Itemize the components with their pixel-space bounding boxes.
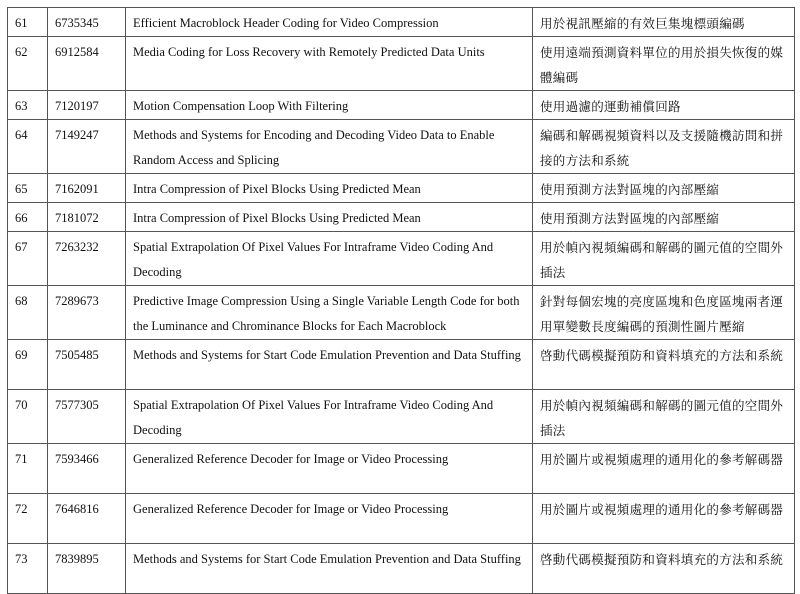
patent-title-chinese: 啓動代碼模擬預防和資料填充的方法和系統 bbox=[533, 340, 795, 390]
patent-title-chinese: 使用遠端預測資料單位的用於損失恢復的媒體編碼 bbox=[533, 37, 795, 91]
patent-title: Intra Compression of Pixel Blocks Using Predicted Mean bbox=[126, 174, 533, 203]
patent-title: Efficient Macroblock Header Coding for Video Compression bbox=[126, 8, 533, 37]
patent-number: 7120197 bbox=[48, 91, 126, 120]
patent-title-chinese: 用於視訊壓縮的有效巨集塊標頭編碼 bbox=[533, 8, 795, 37]
patent-title-chinese: 用於圖片或視頻處理的通用化的參考解碼器 bbox=[533, 444, 795, 494]
row-number: 73 bbox=[8, 544, 48, 594]
patent-title: Methods and Systems for Start Code Emulation Prevention and Data Stuffing bbox=[126, 544, 533, 594]
patent-title: Intra Compression of Pixel Blocks Using Predicted Mean bbox=[126, 203, 533, 232]
patent-title-chinese: 用於幀內視頻編碼和解碼的圖元值的空間外插法 bbox=[533, 390, 795, 444]
patent-number: 7505485 bbox=[48, 340, 126, 390]
patent-number: 7162091 bbox=[48, 174, 126, 203]
patent-number: 7263232 bbox=[48, 232, 126, 286]
patent-title: Generalized Reference Decoder for Image or Video Processing bbox=[126, 444, 533, 494]
table-row bbox=[8, 340, 795, 390]
row-number: 68 bbox=[8, 286, 48, 340]
row-number: 67 bbox=[8, 232, 48, 286]
row-number: 65 bbox=[8, 174, 48, 203]
table-row bbox=[8, 444, 795, 494]
patent-title-chinese: 針對每個宏塊的亮度區塊和色度區塊兩者運用單變數長度編碼的預測性圖片壓縮 bbox=[533, 286, 795, 340]
patent-number: 7149247 bbox=[48, 120, 126, 174]
patent-number: 7646816 bbox=[48, 494, 126, 544]
patent-title-chinese: 啓動代碼模擬預防和資料填充的方法和系統 bbox=[533, 544, 795, 594]
patent-title-chinese: 編碼和解碼視頻資料以及支援隨機訪問和拼接的方法和系統 bbox=[533, 120, 795, 174]
table-row bbox=[8, 37, 795, 91]
table-row bbox=[8, 286, 795, 340]
patent-number: 6735345 bbox=[48, 8, 126, 37]
patent-title: Media Coding for Loss Recovery with Remotely Predicted Data Units bbox=[126, 37, 533, 91]
patent-title: Predictive Image Compression Using a Single Variable Length Code for both the Luminance and Chrominance Blocks for Each Macroblock bbox=[126, 286, 533, 340]
patent-title-chinese: 使用過濾的運動補償回路 bbox=[533, 91, 795, 120]
patent-title: Methods and Systems for Encoding and Decoding Video Data to Enable Random Access and Splicing bbox=[126, 120, 533, 174]
patent-title-chinese: 用於圖片或視頻處理的通用化的參考解碼器 bbox=[533, 494, 795, 544]
patent-number: 6912584 bbox=[48, 37, 126, 91]
patent-number: 7181072 bbox=[48, 203, 126, 232]
table-row bbox=[8, 203, 795, 232]
patent-number: 7839895 bbox=[48, 544, 126, 594]
row-number: 71 bbox=[8, 444, 48, 494]
table-row bbox=[8, 91, 795, 120]
patent-number: 7289673 bbox=[48, 286, 126, 340]
table-row bbox=[8, 8, 795, 37]
table-row bbox=[8, 494, 795, 544]
patent-title: Methods and Systems for Start Code Emulation Prevention and Data Stuffing bbox=[126, 340, 533, 390]
patent-title: Spatial Extrapolation Of Pixel Values For Intraframe Video Coding And Decoding bbox=[126, 390, 533, 444]
row-number: 69 bbox=[8, 340, 48, 390]
table-row bbox=[8, 232, 795, 286]
patent-title-chinese: 使用預測方法對區塊的內部壓縮 bbox=[533, 174, 795, 203]
table-row bbox=[8, 544, 795, 594]
row-number: 70 bbox=[8, 390, 48, 444]
patent-number: 7577305 bbox=[48, 390, 126, 444]
row-number: 64 bbox=[8, 120, 48, 174]
patent-title-chinese: 使用預測方法對區塊的內部壓縮 bbox=[533, 203, 795, 232]
patent-number: 7593466 bbox=[48, 444, 126, 494]
table-row bbox=[8, 120, 795, 174]
table-row bbox=[8, 174, 795, 203]
row-number: 61 bbox=[8, 8, 48, 37]
patent-table bbox=[7, 7, 795, 594]
row-number: 72 bbox=[8, 494, 48, 544]
row-number: 66 bbox=[8, 203, 48, 232]
row-number: 62 bbox=[8, 37, 48, 91]
patent-title: Motion Compensation Loop With Filtering bbox=[126, 91, 533, 120]
patent-title-chinese: 用於幀內視頻編碼和解碼的圖元值的空間外插法 bbox=[533, 232, 795, 286]
table-row bbox=[8, 390, 795, 444]
patent-title: Spatial Extrapolation Of Pixel Values For Intraframe Video Coding And Decoding bbox=[126, 232, 533, 286]
row-number: 63 bbox=[8, 91, 48, 120]
patent-title: Generalized Reference Decoder for Image or Video Processing bbox=[126, 494, 533, 544]
